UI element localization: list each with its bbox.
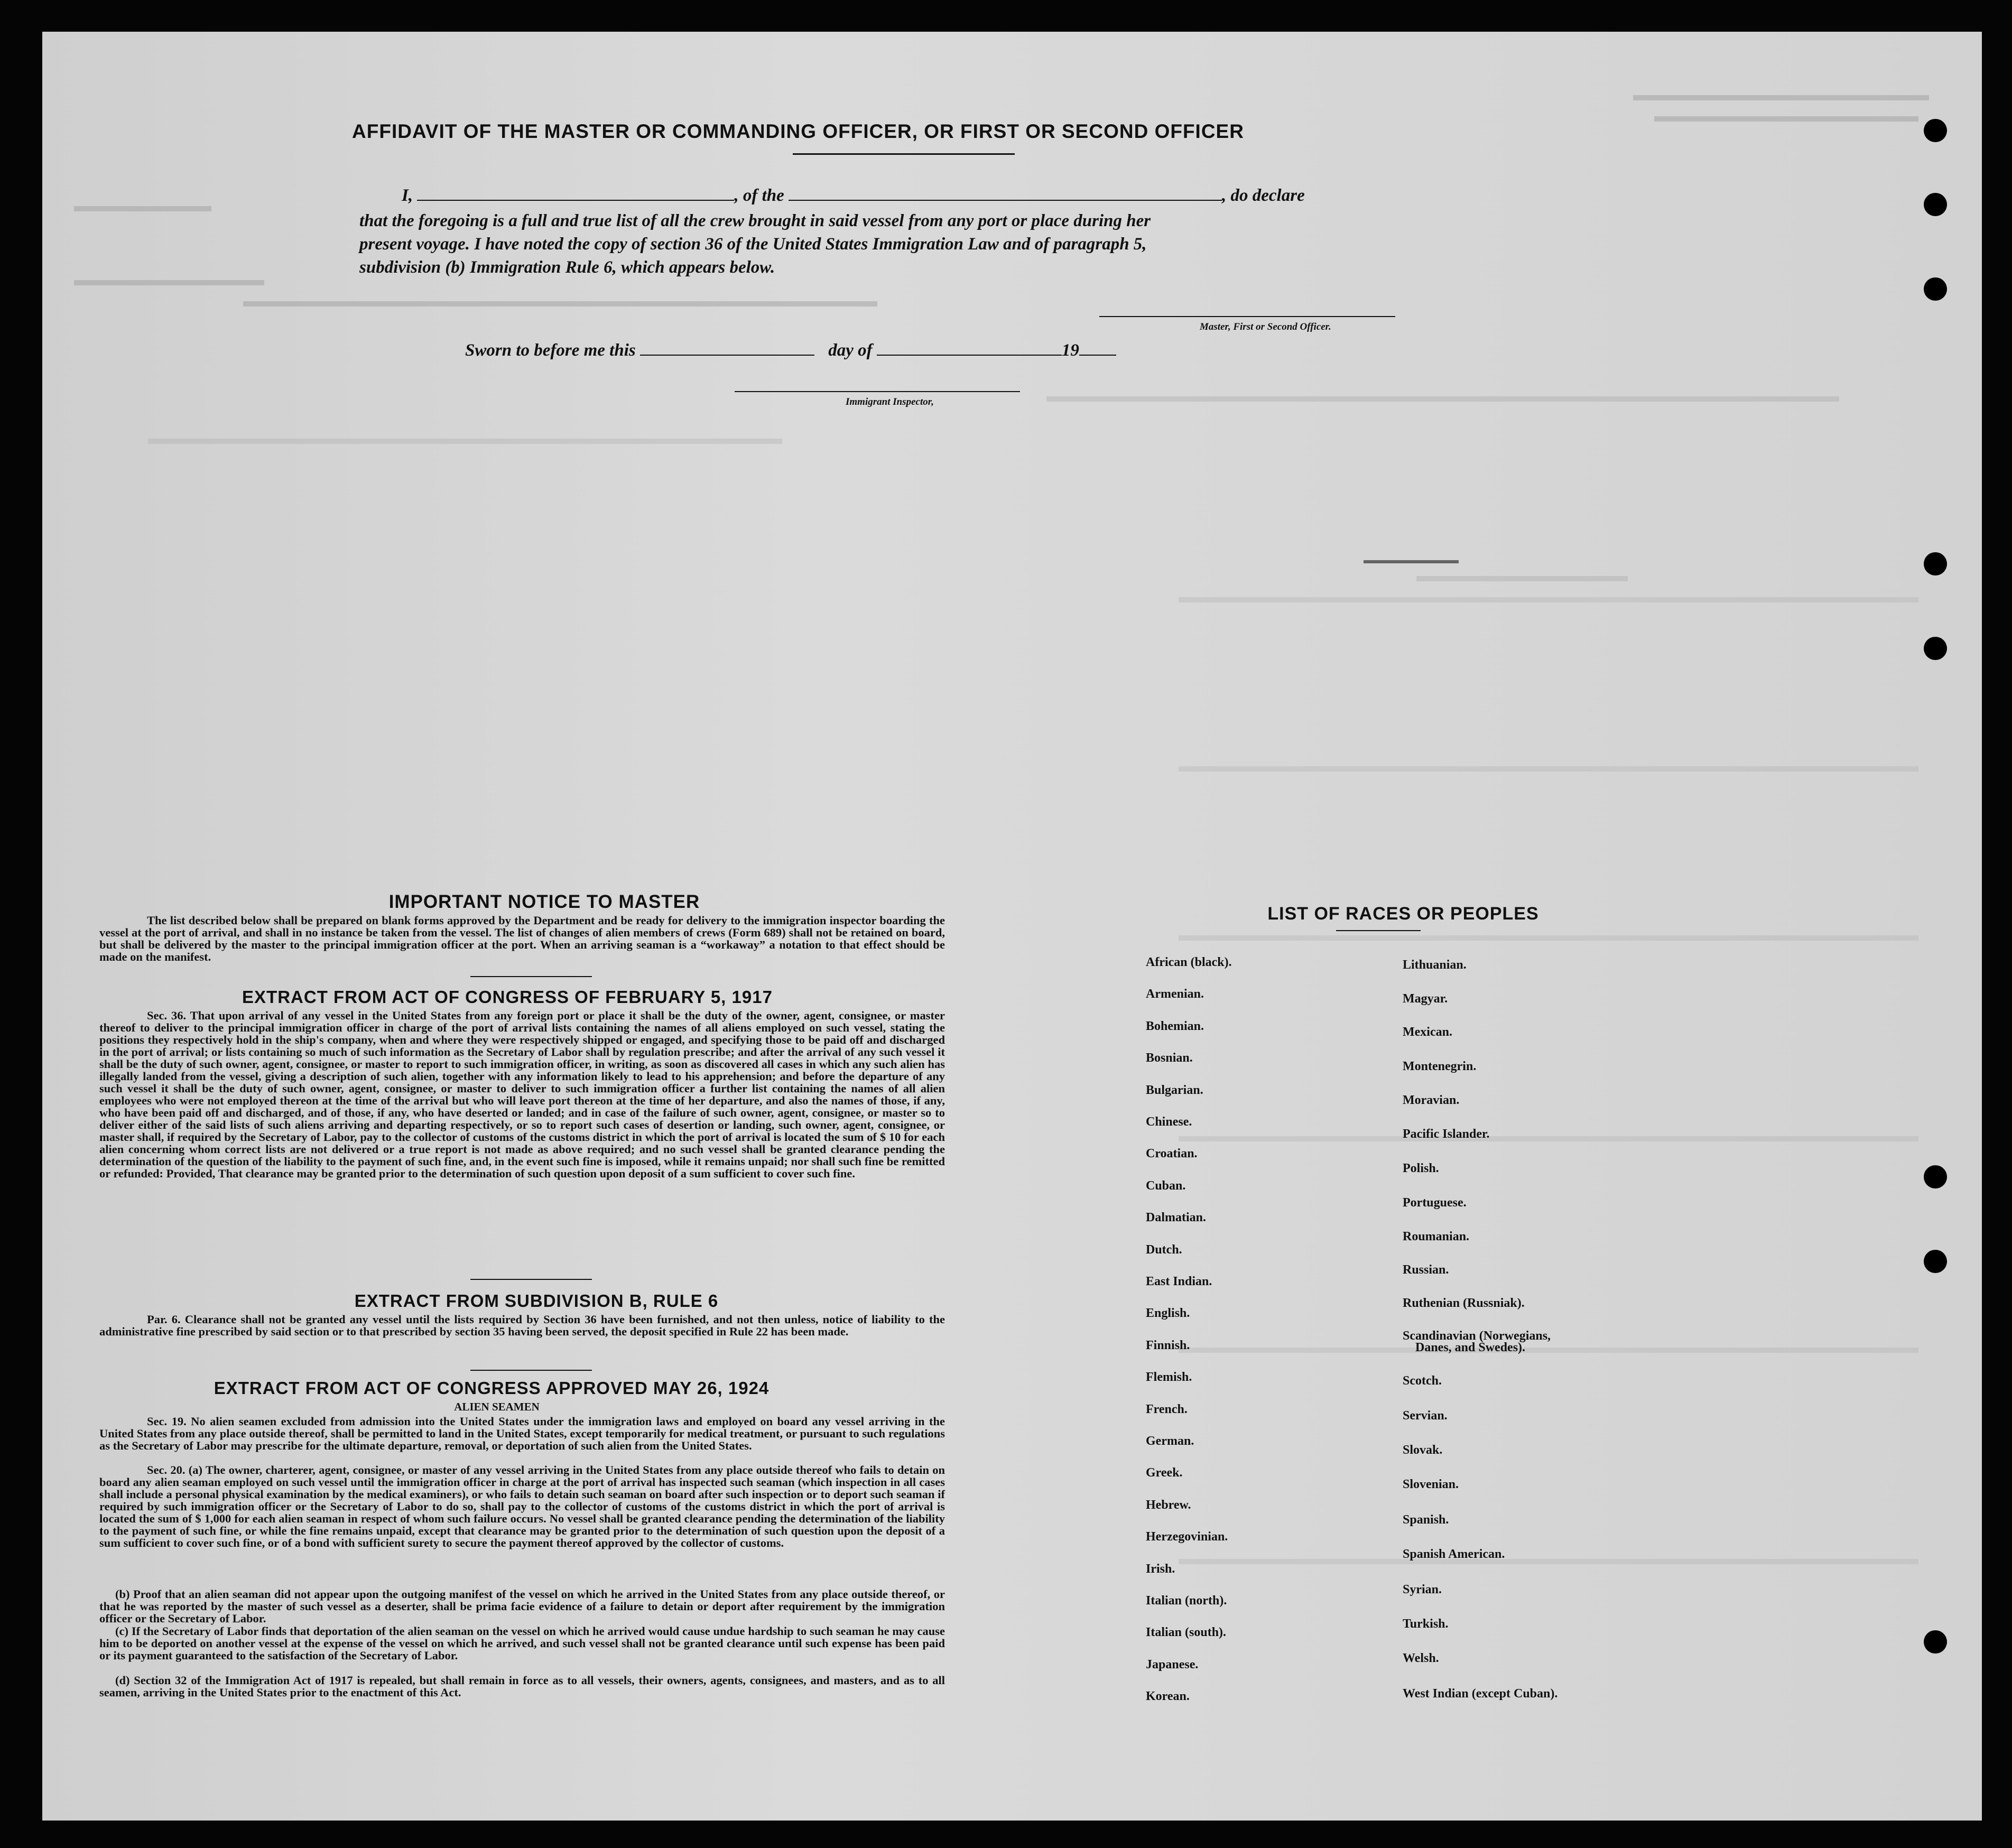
race-item-right: Montenegrin. — [1403, 1060, 1477, 1073]
race-item-left: Chinese. — [1146, 1115, 1192, 1129]
race-item-left: Irish. — [1146, 1562, 1175, 1576]
inspector-signature-line[interactable] — [735, 391, 1020, 392]
punch-hole — [1924, 119, 1947, 142]
race-item-right: Polish. — [1403, 1162, 1439, 1175]
sworn-month-field[interactable] — [877, 355, 1062, 356]
sworn-year-field[interactable] — [1079, 355, 1116, 356]
race-item-left: German. — [1146, 1434, 1194, 1448]
race-item-left: Italian (south). — [1146, 1626, 1227, 1640]
race-item-right: Spanish American. — [1403, 1547, 1505, 1561]
bleed-through-mark — [74, 206, 211, 211]
race-item-left: French. — [1146, 1402, 1188, 1416]
position-label: , of the — [734, 186, 784, 205]
races-title-underline — [1336, 930, 1421, 931]
punch-hole — [1924, 277, 1947, 301]
race-item-right: Portuguese. — [1403, 1196, 1467, 1210]
sworn-label: Sworn to before me this — [465, 341, 636, 360]
race-item-left: Hebrew. — [1146, 1498, 1191, 1512]
bleed-through-mark — [1179, 935, 1918, 941]
race-item-left: Croatian. — [1146, 1147, 1198, 1161]
bleed-through-mark — [1416, 576, 1628, 581]
race-item-left: Cuban. — [1146, 1178, 1186, 1193]
race-item-left: Bohemian. — [1146, 1019, 1204, 1033]
race-item-left: Bulgarian. — [1146, 1083, 1203, 1097]
race-item-left: Greek. — [1146, 1466, 1183, 1480]
punch-hole — [1924, 552, 1947, 575]
races-title: LIST OF RACES OR PEOPLES — [1267, 904, 1539, 924]
race-item-right: Pacific Islander. — [1403, 1127, 1490, 1141]
day-of-label: day of — [828, 341, 873, 360]
race-item-left: Finnish. — [1146, 1338, 1190, 1352]
race-item-left: Korean. — [1146, 1689, 1190, 1704]
race-item-right: Lithuanian. — [1403, 958, 1467, 972]
vessel-name-field[interactable] — [789, 200, 1222, 201]
section-divider — [470, 1370, 592, 1371]
declare-label: , do declare — [1222, 186, 1305, 205]
bleed-through-mark — [1179, 1559, 1918, 1564]
alien-seamen-subtitle: ALIEN SEAMEN — [454, 1400, 540, 1413]
race-item-right: Mexican. — [1403, 1025, 1452, 1039]
bleed-through-mark — [1179, 1348, 1918, 1353]
race-item-right: Turkish. — [1403, 1617, 1449, 1631]
sec20b-body: (b) Proof that an alien seaman did not appear upon the outgoing manifest of the vessel on which he arrived in the United States from any place outside thereof, or that he was reported by the master of such vessel as a deserter, shall be prima facie evidence of a failure to detain or deport after requirement by the immigration officer or the Secretary of Labor. — [99, 1587, 945, 1625]
race-item-left: Herzegovinian. — [1146, 1530, 1228, 1544]
affidavit-line-2: that the foregoing is a full and true list of all the crew brought in said vessel from any port or place during her — [359, 211, 1151, 230]
punch-hole — [1924, 1165, 1947, 1188]
declarant-label: I, — [402, 186, 413, 205]
race-item-right: Spanish. — [1403, 1513, 1449, 1527]
master-signature-line[interactable] — [1099, 316, 1395, 317]
race-item-right: Magyar. — [1403, 992, 1448, 1006]
year-prefix: 19 — [1061, 341, 1079, 360]
bleed-through-mark — [1179, 1136, 1918, 1141]
race-item-right: Syrian. — [1403, 1583, 1442, 1596]
document-page — [42, 32, 1982, 1821]
race-item-left: African (black). — [1146, 955, 1232, 969]
rule6-body: Par. 6. Clearance shall not be granted any vessel until the lists required by Section 36 have been furnished, and not then unless, notice of liability to the administrative fine prescribed by said section or to that prescribed by section 35 having been served, the deposit specified in Rule 22 has been made. — [99, 1313, 945, 1338]
affidavit-line-3: present voyage. I have noted the copy of section 36 of the United States Immigration Law and of paragraph 5, — [359, 235, 1147, 254]
punch-hole — [1924, 193, 1947, 216]
notice-title: IMPORTANT NOTICE TO MASTER — [388, 892, 700, 912]
race-item-right: Russian. — [1403, 1263, 1449, 1277]
race-item-left: East Indian. — [1146, 1275, 1212, 1288]
race-item-left: Japanese. — [1146, 1657, 1199, 1671]
race-item-right: Slovenian. — [1403, 1478, 1459, 1491]
bleed-through-mark — [1633, 95, 1929, 100]
affidavit-line-1 — [402, 186, 1305, 206]
declarant-name-field[interactable] — [417, 200, 734, 201]
sworn-line — [465, 341, 1116, 360]
bleed-through-mark — [148, 439, 782, 444]
race-item-right: Slovak. — [1403, 1443, 1443, 1457]
race-item-right: Ruthenian (Russniak). — [1403, 1296, 1525, 1310]
affidavit-title: AFFIDAVIT OF THE MASTER OR COMMANDING OFFICER, OR FIRST OR SECOND OFFICER — [352, 120, 1244, 142]
sec20c-body: (c) If the Secretary of Labor finds that deportation of the alien seaman on the vessel on which he arrived would cause undue hardship to such seaman he may cause him to be deported on another vessel at the expense of the vessel on which he arrived, and such vessel shall not be granted clearance until such expense has been paid or its payment guaranteed to the satisfaction of the Secretary of Labor. — [99, 1624, 945, 1662]
section-divider — [470, 1279, 592, 1280]
notice-body: The list described below shall be prepared on blank forms approved by the Department and be ready for delivery to the immigration inspector boarding the vessel at the port of arrival, and shall in no instance be taken from the vessel. The list of changes of alien members of crews (Form 689) shall not be retained on board, but shall be delivered by the master to the principal immigration officer at the port. When an arriving seaman is a “workaway” a notation to that effect should be made on the manifest. — [99, 914, 945, 963]
sworn-day-field[interactable] — [640, 355, 814, 356]
race-item-right: Roumanian. — [1403, 1230, 1470, 1243]
bleed-through-mark — [1179, 597, 1918, 602]
affidavit-line-4: subdivision (b) Immigration Rule 6, which appears below. — [359, 258, 775, 277]
bleed-through-mark — [74, 280, 264, 285]
race-item-right: West Indian (except Cuban). — [1403, 1687, 1558, 1701]
sec20a-body: Sec. 20. (a) The owner, charterer, agent, consignee, or master of any vessel arriving in the United States from any place outside thereof who fails to detain on board any alien seaman employed on such vessel until the immigration officer in charge at the port of arrival has inspected such seaman (which inspection in all cases shall include a personal physical examination by the medical examiners), or who fails to detain such seaman on board after such inspection or to deport such seaman if required by such immigration officer or the Secretary of Labor to do so, shall pay to the collector of customs of the customs district in which the port of arrival is located the sum of $ 1,000 for each alien seaman in respect of whom such failure occurs. No vessel shall be granted clearance pending the determination of the liability to the payment of such fine, or while the fine remains unpaid, except that clearance may be granted prior to the determination of such question upon the deposit of a sum sufficient to cover such fine, or of a bond with sufficient surety to secure the payment thereof approved by the collector of customs. — [99, 1463, 945, 1549]
title-underline — [793, 153, 1015, 155]
section-divider — [470, 976, 592, 977]
bleed-through-mark — [243, 301, 877, 307]
punch-hole — [1924, 1630, 1947, 1654]
extract-1917-title: EXTRACT FROM ACT OF CONGRESS OF FEBRUARY 5, 1917 — [242, 987, 773, 1007]
sec20d-body: (d) Section 32 of the Immigration Act of 1917 is repealed, but shall remain in force as to all vessels, their owners, agents, consignees, and masters, and as to all seamen, arriving in the United States prior to the enactment of this Act. — [99, 1674, 945, 1699]
race-item-left: Dalmatian. — [1146, 1211, 1206, 1225]
bleed-through-mark — [1654, 116, 1918, 122]
rule6-title: EXTRACT FROM SUBDIVISION B, RULE 6 — [354, 1291, 719, 1311]
punch-hole — [1924, 637, 1947, 660]
race-item-left: Italian (north). — [1146, 1594, 1227, 1608]
punch-hole — [1924, 1250, 1947, 1273]
race-item-right: Moravian. — [1403, 1093, 1460, 1107]
race-item-right: Scotch. — [1403, 1374, 1442, 1388]
race-item-scandinavian-cont: Danes, and Swedes). — [1415, 1341, 1526, 1354]
race-item-left: Bosnian. — [1146, 1051, 1193, 1065]
bleed-through-mark — [1179, 766, 1918, 772]
master-signature-label: Master, First or Second Officer. — [1200, 321, 1331, 332]
race-item-left: Flemish. — [1146, 1370, 1192, 1385]
ink-smudge — [1364, 560, 1459, 563]
extract-1917-body: Sec. 36. That upon arrival of any vessel in the United States from any foreign port or place it shall be the duty of the owner, agent, consignee, or master thereof to deliver to the principal immigration officer in charge of the port of arrival lists containing the names of all aliens employed on such vessel, stating the positions they respectively hold in the ship's company, when and where they were respectively shipped or engaged, and specifying those to be paid off and discharged in the port of arrival; or lists containing so much of such information as the Secretary of Labor shall by regulation prescribe; and after the arrival of any such vessel it shall be the duty of such owner, agent, consignee, or master to report to such immigration officer, in writing, as soon as discovered all cases in which any such alien has illegally landed from the vessel, giving a description of such alien, together with any information likely to lead to his apprehension; and before the departure of any such vessel it shall be the duty of such owner, agent, consignee, or master to deliver to such immigration officer a further list containing the names of all alien employees who were not employed thereon at the time of the arrival but who will leave port thereon at the time of her departure, and also the names of those, if any, who have been paid off and discharged, and of those, if any, who have deserted or landed; and in case of the failure of such owner, agent, consignee, or master so to deliver either of the said lists of such aliens arriving and departing respectively, or so to report such cases of desertion or landing, such owner, agent, consignee, or master shall, if required by the Secretary of Labor, pay to the collector of customs of the customs district in which the port of arrival is located the sum of $ 10 for each alien concerning whom correct lists are not delivered or a true report is not made as above required; and no such vessel shall be granted clearance pending the determination of the question of the liability to the payment of such fine, and, in the event such fine is imposed, while it remains unpaid; nor shall such fine be remitted or refunded: Provided, That clearance may be granted prior to the determination of such question upon deposit of a sum sufficient to cover such fine. — [99, 1009, 945, 1180]
sec19-body: Sec. 19. No alien seamen excluded from admission into the United States under the immigration laws and employed on board any vessel arriving in the United States from any place outside thereof, shall be permitted to land in the United States, except temporarily for medical treatment, or pursuant to such regulations as the Secretary of Labor may prescribe for the ultimate departure, removal, or deportation of such alien from the United States. — [99, 1415, 945, 1452]
race-item-right: Scandinavian (Norwegians, — [1403, 1329, 1551, 1343]
bleed-through-mark — [1046, 396, 1839, 402]
race-item-left: English. — [1146, 1306, 1190, 1321]
race-item-right: Welsh. — [1403, 1651, 1439, 1665]
inspector-label: Immigrant Inspector, — [846, 396, 934, 407]
race-item-left: Armenian. — [1146, 987, 1204, 1001]
extract-1924-title: EXTRACT FROM ACT OF CONGRESS APPROVED MAY 26, 1924 — [214, 1378, 769, 1398]
race-item-left: Dutch. — [1146, 1242, 1182, 1257]
race-item-right: Servian. — [1403, 1409, 1448, 1423]
